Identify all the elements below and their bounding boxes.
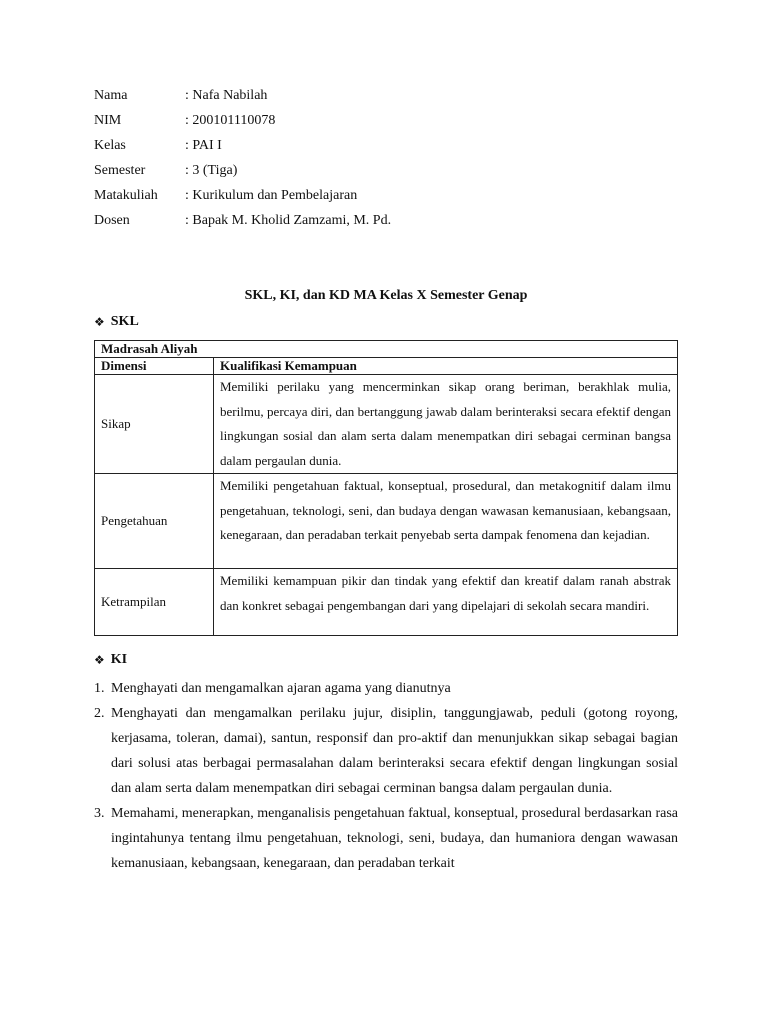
column-header-dimension: Dimensi: [95, 358, 214, 375]
ki-heading: [94, 652, 127, 668]
dimension-cell: Sikap: [95, 375, 214, 474]
identity-label: Kelas: [94, 138, 126, 153]
identity-value: : PAI I: [185, 138, 222, 153]
list-item: [94, 676, 678, 701]
qualification-cell: Memiliki perilaku yang mencerminkan sikap orang beriman, berakhlak mulia, berilmu, percaya diri, dan bertanggung jawab dalam berinteraksi secara efektif dengan lingkungan sosial dan alam serta dalam menempatkan diri sebagai cerminan bangsa dalam pergaulan dunia.: [214, 375, 678, 474]
document-title: SKL, KI, dan KD MA Kelas X Semester Genap: [244, 288, 528, 303]
list-item: [94, 701, 678, 801]
identity-row-nim: [94, 111, 391, 136]
list-text: Menghayati dan mengamalkan ajaran agama yang dianutnya: [111, 681, 451, 696]
list-number: 2.: [94, 706, 105, 721]
table-school-row: [95, 341, 678, 358]
identity-row-name: [94, 86, 391, 111]
identity-row-course: [94, 186, 391, 211]
list-number: 3.: [94, 806, 105, 821]
table-row: [95, 375, 678, 474]
identity-label: Semester: [94, 163, 146, 178]
skl-heading-label: SKL: [110, 314, 139, 329]
dimension-cell: Pengetahuan: [95, 474, 214, 569]
identity-row-lecturer: [94, 211, 391, 236]
identity-value: : 200101110078: [185, 113, 276, 128]
identity-label: Matakuliah: [94, 188, 158, 203]
qualification-cell: Memiliki kemampuan pikir dan tindak yang efektif dan kreatif dalam ranah abstrak dan konkret sebagai pengembangan dari yang dipelajari di sekolah secara mandiri.: [214, 569, 678, 636]
skl-heading: [94, 314, 139, 330]
identity-value: : Kurikulum dan Pembelajaran: [185, 188, 358, 203]
identity-row-semester: [94, 161, 391, 186]
column-header-qualification: Kualifikasi Kemampuan: [214, 358, 678, 375]
table-row: [95, 569, 678, 636]
identity-label: NIM: [94, 113, 122, 128]
table-header-row: [95, 358, 678, 375]
school-cell: Madrasah Aliyah: [95, 341, 678, 358]
qualification-cell: Memiliki pengetahuan faktual, konseptual, prosedural, dan metakognitif dalam ilmu pengetahuan, teknologi, seni, dan budaya dengan wawasan kemanusiaan, kebangsaan, kenegaraan, dan peradaban terkait penyebab serta dampak fenomena dan kejadian.: [214, 474, 678, 569]
identity-value: : Nafa Nabilah: [185, 88, 268, 103]
identity-row-class: [94, 136, 391, 161]
diamond-bullet-icon: ❖: [94, 653, 105, 667]
diamond-bullet-icon: ❖: [94, 315, 105, 329]
identity-value: : Bapak M. Kholid Zamzami, M. Pd.: [185, 213, 392, 228]
skl-table: [94, 340, 678, 636]
list-number: 1.: [94, 681, 105, 696]
table-row: [95, 474, 678, 569]
student-identity: [94, 86, 391, 236]
identity-value: : 3 (Tiga): [185, 163, 238, 178]
identity-label: Dosen: [94, 213, 130, 228]
list-item: [94, 801, 678, 876]
dimension-cell: Ketrampilan: [95, 569, 214, 636]
ki-heading-label: KI: [110, 652, 128, 667]
ki-list: [94, 676, 678, 876]
list-text: Memahami, menerapkan, menganalisis pengetahuan faktual, konseptual, prosedural berdasarkan rasa ingintahunya tentang ilmu pengetahuan, teknologi, seni, budaya, dan humaniora dengan wawasan kemanusiaan, kebangsaan, kenegaraan, dan peradaban terkait: [111, 806, 678, 871]
identity-label: Nama: [94, 88, 128, 103]
list-text: Menghayati dan mengamalkan perilaku jujur, disiplin, tanggungjawab, peduli (gotong royong, kerjasama, toleran, damai), santun, responsif dan pro-aktif dan menunjukkan sikap sebagai bagian dari solusi atas berbagai permasalahan dalam berinteraksi secara efektif dengan lingkungan sosial dan alam serta dalam menempatkan diri sebagai cerminan bangsa dalam pergaulan dunia.: [111, 706, 678, 796]
